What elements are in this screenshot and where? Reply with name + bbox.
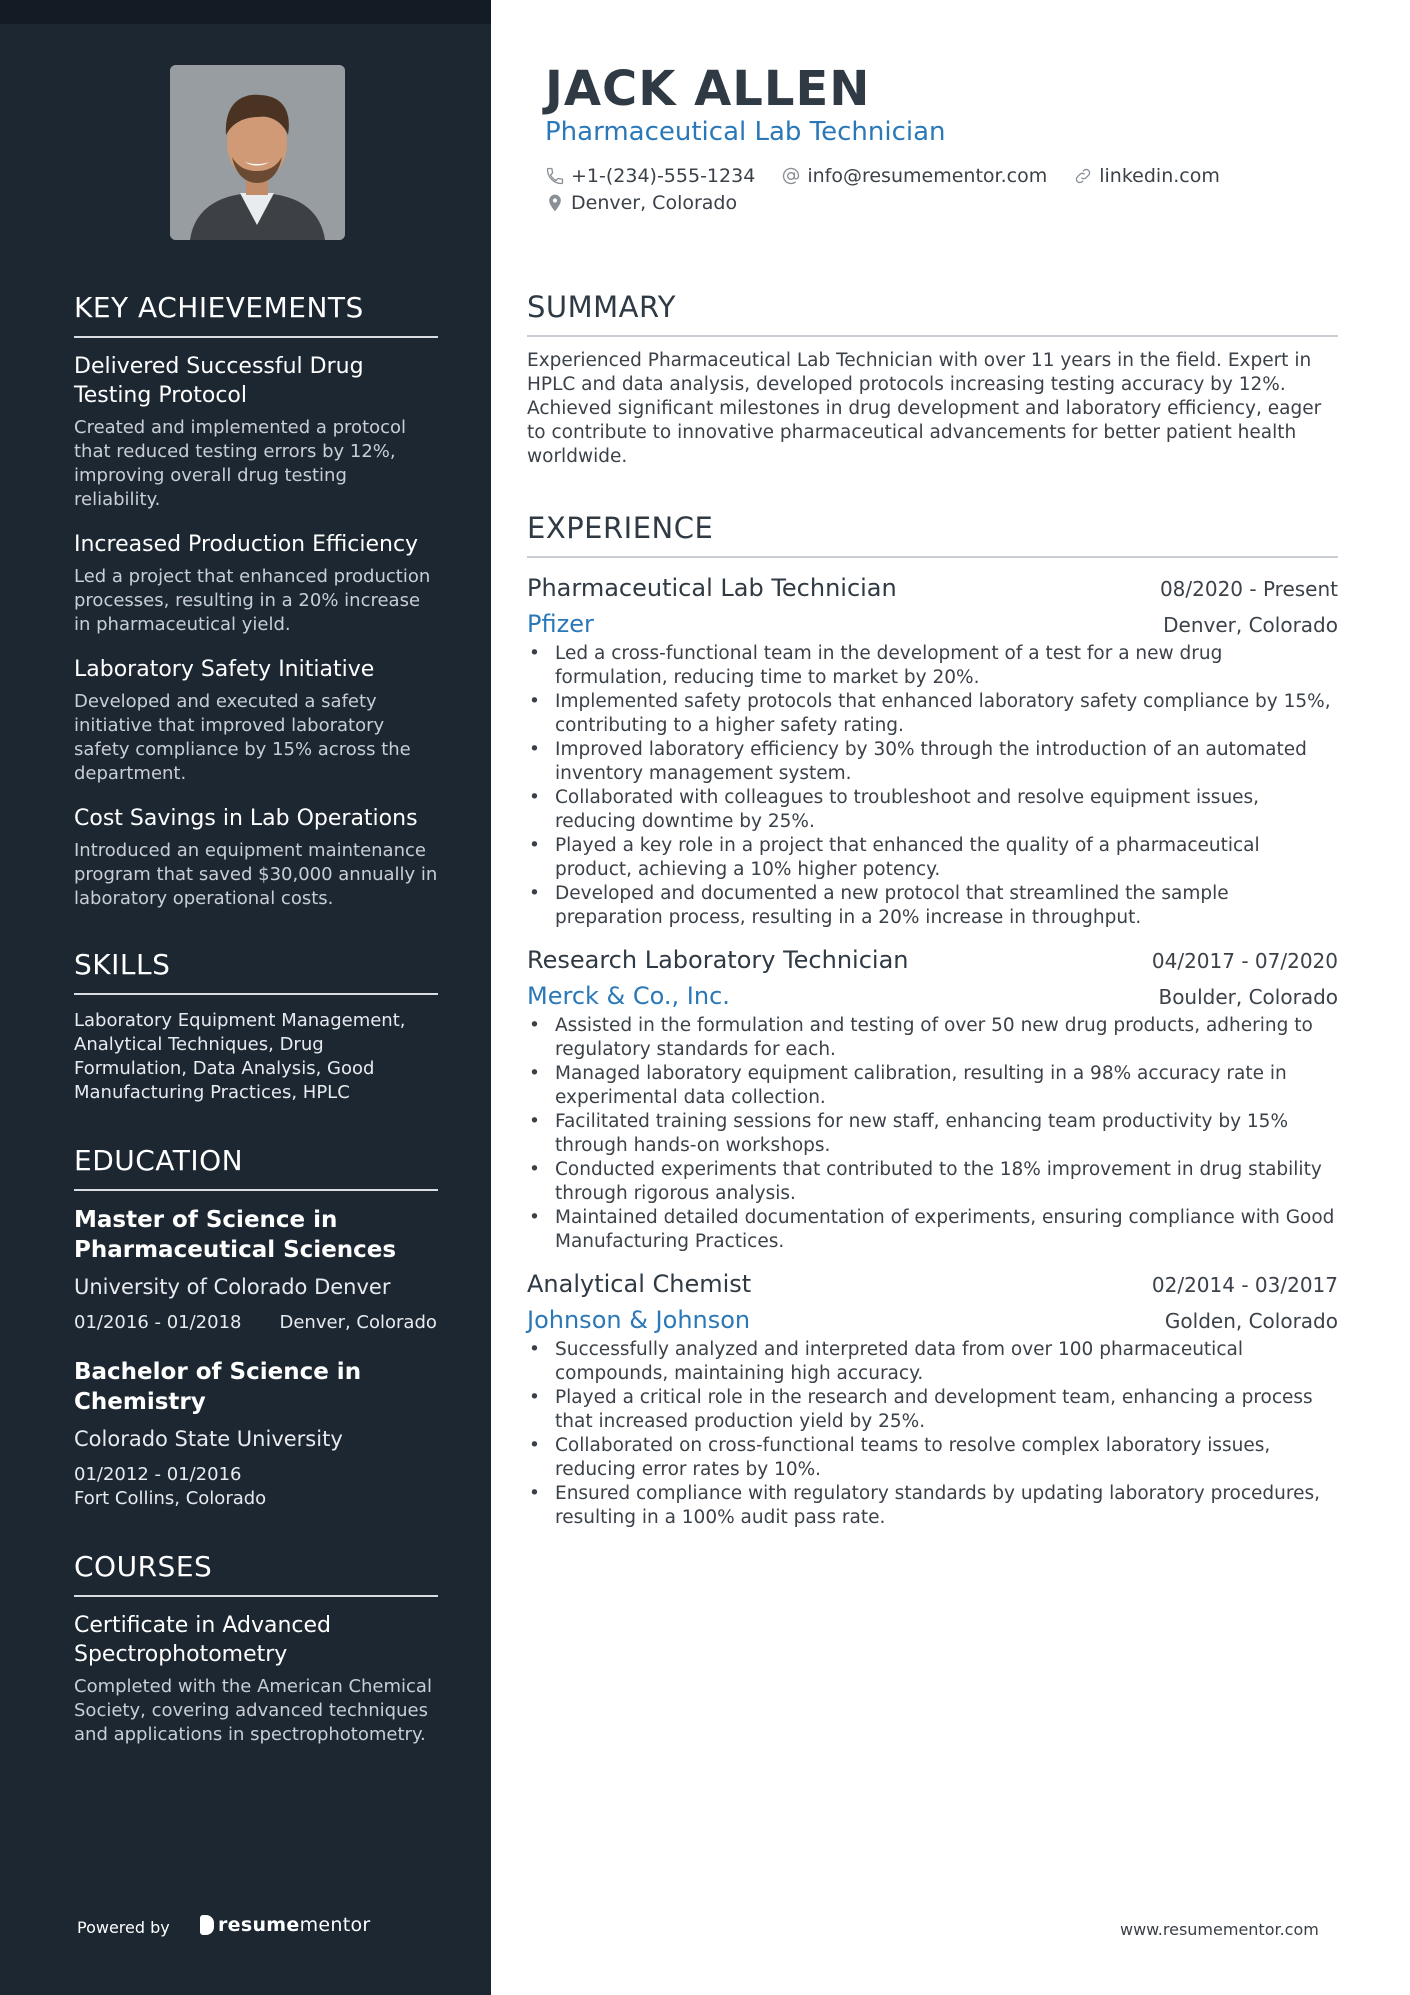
job-bullet: • Played a critical role in the research and development team, enhancing a process that increased production yield by 25%. <box>527 1386 1338 1434</box>
summary-heading: SUMMARY <box>527 289 1338 337</box>
job-header <box>527 572 1338 604</box>
location-pin-icon <box>545 193 565 213</box>
linkedin-text: linkedin.com <box>1099 165 1220 187</box>
courses-heading: COURSES <box>74 1549 438 1597</box>
job-bullet: • Assisted in the formulation and testing of over 50 new drug products, adhering to regulatory standards for each. <box>527 1014 1338 1062</box>
job-subheader <box>527 1300 1338 1336</box>
brand-logo[interactable] <box>200 1914 371 1936</box>
profile-photo-illustration <box>170 65 345 240</box>
achievement-desc: Created and implemented a protocol that reduced testing errors by 12%, improving overall drug testing reliability. <box>74 417 407 510</box>
sidebar-content <box>74 290 438 1765</box>
education-item <box>74 1205 438 1335</box>
achievement-title: Delivered Successful Drug Testing Protocol <box>74 354 364 408</box>
candidate-name: JACK ALLEN <box>545 61 871 117</box>
achievement-title: Increased Production Efficiency <box>74 532 419 557</box>
brand-name-bold: resume <box>218 1914 300 1936</box>
education-location: Denver, Colorado <box>279 1312 437 1333</box>
brand-name-light: mentor <box>299 1914 371 1936</box>
job-bullets <box>527 1338 1338 1530</box>
skills-heading: SKILLS <box>74 947 438 995</box>
contact-info <box>545 163 1245 217</box>
achievement-item <box>74 804 438 911</box>
job-title: Pharmaceutical Lab Technician <box>527 574 897 602</box>
job-bullet: • Led a cross-functional team in the development of a test for a new drug formulation, reducing time to market by 20%. <box>527 642 1338 690</box>
footer-website-link[interactable]: www.resumementor.com <box>1120 1920 1319 1939</box>
location-text: Denver, Colorado <box>571 192 738 214</box>
achievements-heading: KEY ACHIEVEMENTS <box>74 290 438 338</box>
skills-list: Laboratory Equipment Management, Analytical Techniques, Drug Formulation, Data Analysis, Good Manufacturing Practices, HPLC <box>74 1010 406 1103</box>
job-company: Johnson & Johnson <box>527 1306 751 1334</box>
candidate-role: Pharmaceutical Lab Technician <box>545 117 946 147</box>
email-text: info@resumementor.com <box>807 165 1048 187</box>
education-dates: 01/2012 - 01/2016 <box>74 1464 242 1485</box>
job-title: Research Laboratory Technician <box>527 946 909 974</box>
job-company: Pfizer <box>527 610 594 638</box>
achievement-item <box>74 530 438 637</box>
contact-phone[interactable] <box>545 163 755 190</box>
job-company: Merck & Co., Inc. <box>527 982 730 1010</box>
job-subheader <box>527 604 1338 640</box>
education-degree: Master of Science in Pharmaceutical Sciences <box>74 1207 397 1263</box>
job-bullet: • Implemented safety protocols that enhanced laboratory safety compliance by 15%, contributing to a higher safety rating. <box>527 690 1338 738</box>
education-heading: EDUCATION <box>74 1143 438 1191</box>
job-dates: 08/2020 - Present <box>1159 577 1338 601</box>
phone-icon <box>545 166 565 186</box>
job-bullets <box>527 642 1338 930</box>
job-dates: 02/2014 - 03/2017 <box>1151 1273 1338 1297</box>
job-bullet: • Conducted experiments that contributed to the 18% improvement in drug stability through rigorous analysis. <box>527 1158 1338 1206</box>
education-school: University of Colorado Denver <box>74 1275 391 1299</box>
job-header <box>527 1268 1338 1300</box>
achievement-title: Laboratory Safety Initiative <box>74 657 375 682</box>
education-school: Colorado State University <box>74 1427 343 1451</box>
course-title: Certificate in Advanced Spectrophotometry <box>74 1613 331 1667</box>
job-bullet: • Maintained detailed documentation of experiments, ensuring compliance with Good Manufacturing Practices. <box>527 1206 1338 1254</box>
job-bullet: • Facilitated training sessions for new staff, enhancing team productivity by 15% through hands-on workshops. <box>527 1110 1338 1158</box>
experience-section <box>527 510 1338 1530</box>
course-item <box>74 1611 438 1747</box>
course-desc: Completed with the American Chemical Society, covering advanced techniques and applications in spectrophotometry. <box>74 1676 432 1745</box>
sidebar-top-band <box>0 0 491 24</box>
powered-by-label: Powered by <box>77 1918 170 1937</box>
job-bullet: • Ensured compliance with regulatory standards by updating laboratory procedures, resulting in a 100% audit pass rate. <box>527 1482 1338 1530</box>
achievement-item <box>74 352 438 512</box>
job-entry <box>527 1268 1338 1530</box>
achievement-item <box>74 655 438 786</box>
job-entry <box>527 572 1338 930</box>
job-dates: 04/2017 - 07/2020 <box>1151 949 1338 973</box>
sidebar <box>0 0 491 1995</box>
education-degree: Bachelor of Science in Chemistry <box>74 1359 362 1415</box>
contact-location <box>545 190 737 217</box>
phone-text: +1-(234)-555-1234 <box>571 165 756 187</box>
education-location: Fort Collins, Colorado <box>74 1488 267 1509</box>
job-header <box>527 944 1338 976</box>
at-icon <box>781 166 801 186</box>
job-bullet: • Managed laboratory equipment calibration, resulting in a 98% accuracy rate in experimental data collection. <box>527 1062 1338 1110</box>
job-location: Boulder, Colorado <box>1158 985 1338 1009</box>
profile-photo <box>170 65 345 240</box>
achievement-desc: Led a project that enhanced production processes, resulting in a 20% increase in pharmaceutical yield. <box>74 566 431 635</box>
job-bullet: • Played a key role in a project that enhanced the quality of a pharmaceutical product, achieving a 10% higher potency. <box>527 834 1338 882</box>
job-title: Analytical Chemist <box>527 1270 752 1298</box>
job-bullet: • Improved laboratory efficiency by 30% through the introduction of an automated inventory management system. <box>527 738 1338 786</box>
job-location: Denver, Colorado <box>1163 613 1338 637</box>
achievement-desc: Developed and executed a safety initiative that improved laboratory safety compliance by 15% across the department. <box>74 691 411 784</box>
job-bullet: • Developed and documented a new protocol that streamlined the sample preparation process, resulting in a 20% increase in throughput. <box>527 882 1338 930</box>
achievement-title: Cost Savings in Lab Operations <box>74 806 418 831</box>
brand-mark-icon <box>200 1915 214 1935</box>
education-dates: 01/2016 - 01/2018 <box>74 1312 242 1333</box>
job-bullets <box>527 1014 1338 1254</box>
summary-section <box>527 289 1338 469</box>
job-bullet: • Collaborated on cross-functional teams to resolve complex laboratory issues, reducing error rates by 10%. <box>527 1434 1338 1482</box>
job-bullet: • Collaborated with colleagues to troubleshoot and resolve equipment issues, reducing downtime by 25%. <box>527 786 1338 834</box>
education-item <box>74 1357 438 1511</box>
summary-text: Experienced Pharmaceutical Lab Technician with over 11 years in the field. Expert in HPLC and data analysis, developed protocols increasing testing accuracy by 12%. Achieved significant milestones in drug development and laboratory efficiency, eager to contribute to innovative pharmaceutical advancements for better patient health worldwide. <box>527 350 1322 467</box>
contact-email[interactable] <box>781 163 1047 190</box>
contact-linkedin[interactable] <box>1073 163 1220 190</box>
education-meta <box>74 1311 438 1335</box>
job-entry <box>527 944 1338 1254</box>
job-location: Golden, Colorado <box>1164 1309 1338 1333</box>
experience-heading: EXPERIENCE <box>527 510 1338 558</box>
job-subheader <box>527 976 1338 1012</box>
link-icon <box>1073 166 1093 186</box>
job-bullet: • Successfully analyzed and interpreted data from over 100 pharmaceutical compounds, maintaining high accuracy. <box>527 1338 1338 1386</box>
main-content <box>491 0 1410 1995</box>
achievement-desc: Introduced an equipment maintenance program that saved $30,000 annually in laboratory operational costs. <box>74 840 438 909</box>
